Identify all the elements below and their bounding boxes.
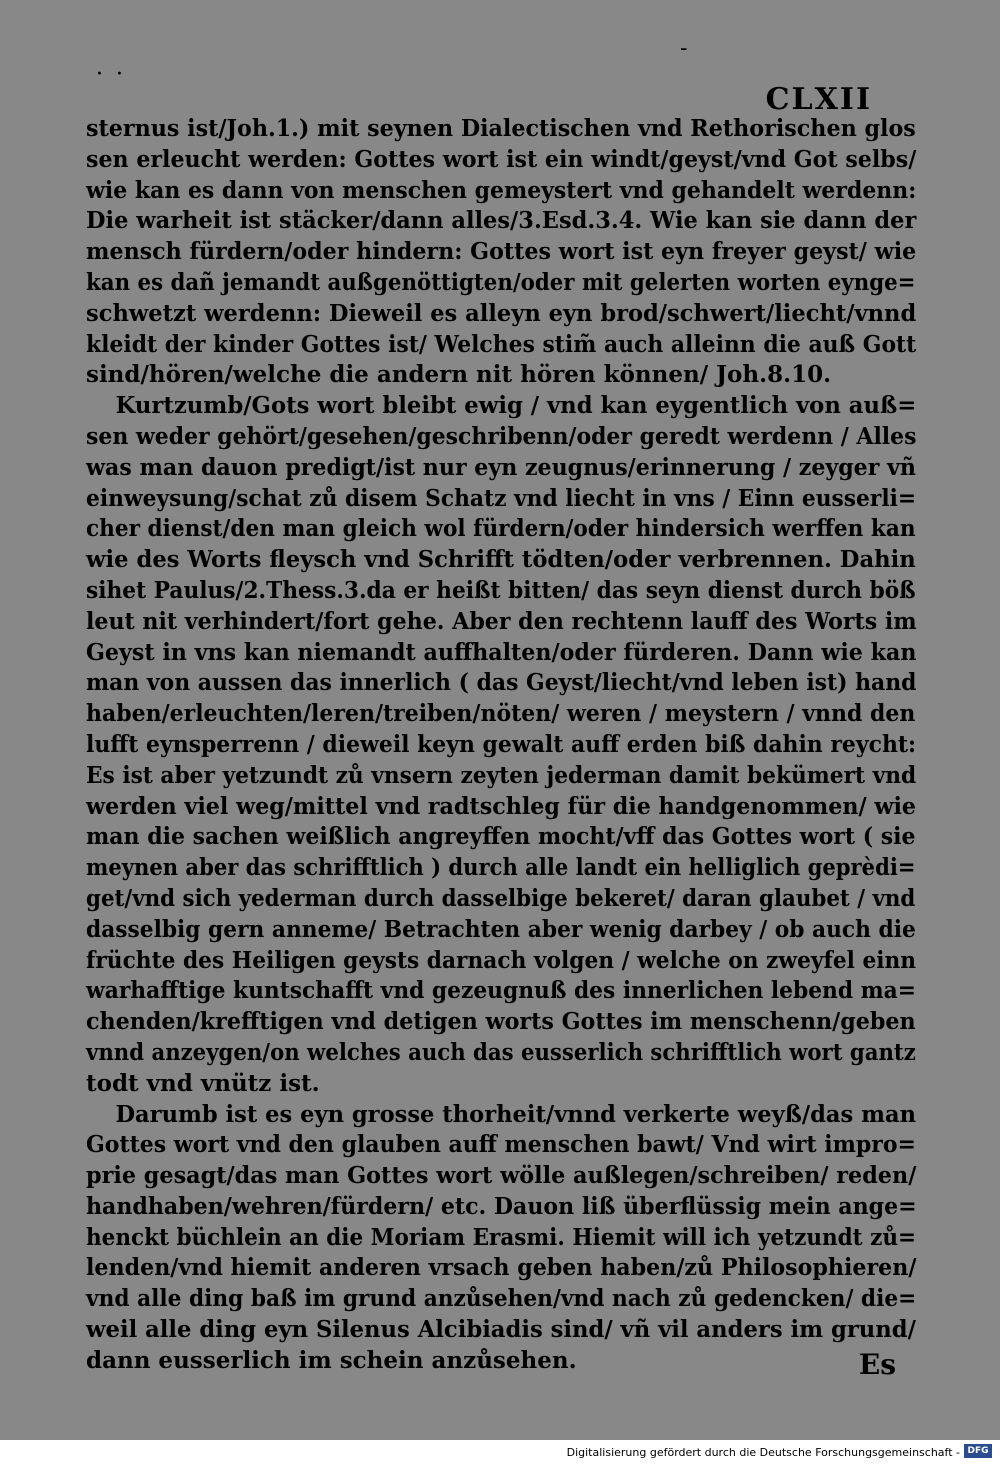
text-line: Darumb ist es eyn grosse thorheit/vnnd verkerte weyß/das man xyxy=(115,1100,917,1128)
text-line: cher dienst/den man gleich wol fürdern/oder hindersich werffen kan xyxy=(86,515,916,543)
text-line: wie des Worts fleysch vnd Schrifft tödten/oder verbrennen. Dahin xyxy=(86,546,916,574)
text-line: todt vnd vnütz ist. xyxy=(86,1069,320,1097)
text-line: wie kan es dann von menschen gemeystert vnd gehandelt werdenn: xyxy=(86,176,917,204)
text-line: lufft eynsperrenn / dieweil keyn gewalt auff erden biß dahin reycht: xyxy=(86,730,917,758)
text-line: sind/hören/welche die andern nit hören können/ Joh.8.10. xyxy=(86,361,832,389)
text-line: vnd alle ding baß im grund anzůsehen/vnd nach zů gedencken/ die= xyxy=(86,1285,917,1313)
text-line: warhafftige kuntschafft vnd gezeugnuß des innerlichen lebend ma= xyxy=(86,977,917,1005)
scan-speck: · xyxy=(96,62,103,87)
text-line: Die warheit ist stäcker/dann alles/3.Esd.3.4. Wie kan sie dann der xyxy=(86,207,917,235)
folio-number: CLXII xyxy=(765,82,872,117)
dfg-logo: DFG xyxy=(964,1444,992,1458)
text-line: vnnd anzeygen/on welches auch das eusserlich schrifftlich wort gantz xyxy=(86,1038,916,1066)
text-line: sternus ist/Joh.1.) mit seynen Dialectischen vnd Rethorischen glos xyxy=(86,115,916,142)
text-line: was man dauon predigt/ist nur eyn zeugnus/erinnerung / zeyger vñ xyxy=(86,453,917,481)
text-line: sihet Paulus/2.Thess.3.da er heißt bitten/ das seyn dienst durch böß xyxy=(86,576,916,604)
text-line: früchte des Heiligen geysts darnach volgen / welche on zweyfel einn xyxy=(86,946,917,974)
text-line: handhaben/wehren/fürdern/ etc. Dauon liß überflüssig mein ange= xyxy=(86,1192,917,1220)
text-line: mensch fürdern/oder hindern: Gottes wort ist eyn freyer geyst/ wie xyxy=(86,238,917,266)
text-line: kleidt der kinder Gottes ist/ Welches stim̃ auch alleinn die auß Gott xyxy=(86,330,917,358)
text-line: dasselbig gern anneme/ Betrachten aber wenig darbey / ob auch die xyxy=(86,915,916,943)
funding-credit: Digitalisierung gefördert durch die Deutsche Forschungsgemeinschaft - xyxy=(566,1446,960,1459)
text-line: lenden/vnd hiemit anderen vrsach geben haben/zů Philosophieren/ xyxy=(86,1254,917,1282)
text-line: schwetzt werdenn: Dieweil es alleyn eyn brod/schwert/liecht/vnnd xyxy=(86,299,917,327)
text-line: Es ist aber yetzundt zů vnsern zeyten jederman damit bekümert vnd xyxy=(86,761,917,789)
body-text xyxy=(86,114,916,1377)
text-line: Gottes wort vnd den glauben auff menschen bawt/ Vnd wirt impro= xyxy=(86,1131,916,1159)
text-line: man von aussen das innerlich ( das Geyst/liecht/vnd leben ist) hand xyxy=(86,669,917,697)
text-line: kan es dañ jemandt außgenöttigten/oder mit gelerten worten eynge= xyxy=(86,268,916,296)
text-line: sen weder gehört/gesehen/geschribenn/oder geredt werdenn / Alles xyxy=(86,422,917,450)
text-line: prie gesagt/das man Gottes wort wölle außlegen/schreiben/ reden/ xyxy=(86,1162,917,1190)
text-line: man die sachen weißlich angreyffen mocht/vff das Gottes wort ( sie xyxy=(86,823,916,851)
scan-speck: - xyxy=(680,36,688,61)
text-line: leut nit verhindert/fort gehe. Aber den rechtenn lauff des Worts im xyxy=(86,607,917,635)
footer-bar xyxy=(0,1440,1000,1464)
text-line: Kurtzumb/Gots wort bleibt ewig / vnd kan eygentlich von auß= xyxy=(115,392,917,420)
text-line: werden viel weg/mittel vnd radtschleg für die handgenommen/ wie xyxy=(86,792,917,820)
text-line: Geyst in vns kan niemandt auffhalten/oder fürderen. Dann wie kan xyxy=(86,638,917,666)
text-line: chenden/krefftigen vnd detigen worts Gottes im menschenn/geben xyxy=(86,1008,916,1036)
text-line: henckt büchlein an die Moriam Erasmi. Hiemit will ich yetzundt zů= xyxy=(86,1223,917,1251)
text-line: get/vnd sich yederman durch dasselbige bekeret/ daran glaubet / vnd xyxy=(86,884,916,912)
catchword: Es xyxy=(858,1348,896,1381)
text-line: sen erleucht werden: Gottes wort ist ein windt/geyst/vnd Got selbs/ xyxy=(86,145,917,173)
text-line: weil alle ding eyn Silenus Alcibiadis sind/ vñ vil anders im grund/ xyxy=(86,1316,916,1344)
text-line: einweysung/schat zů disem Schatz vnd liecht in vns / Einn eusserli= xyxy=(86,484,917,512)
scan-speck: · xyxy=(116,62,123,87)
text-line: meynen aber das schrifftlich ) durch alle landt ein helliglich geprèdi= xyxy=(86,854,916,882)
text-line: haben/erleuchten/leren/treiben/nöten/ weren / meystern / vnnd den xyxy=(86,700,916,728)
text-line: dann eusserlich im schein anzůsehen. xyxy=(86,1346,577,1374)
